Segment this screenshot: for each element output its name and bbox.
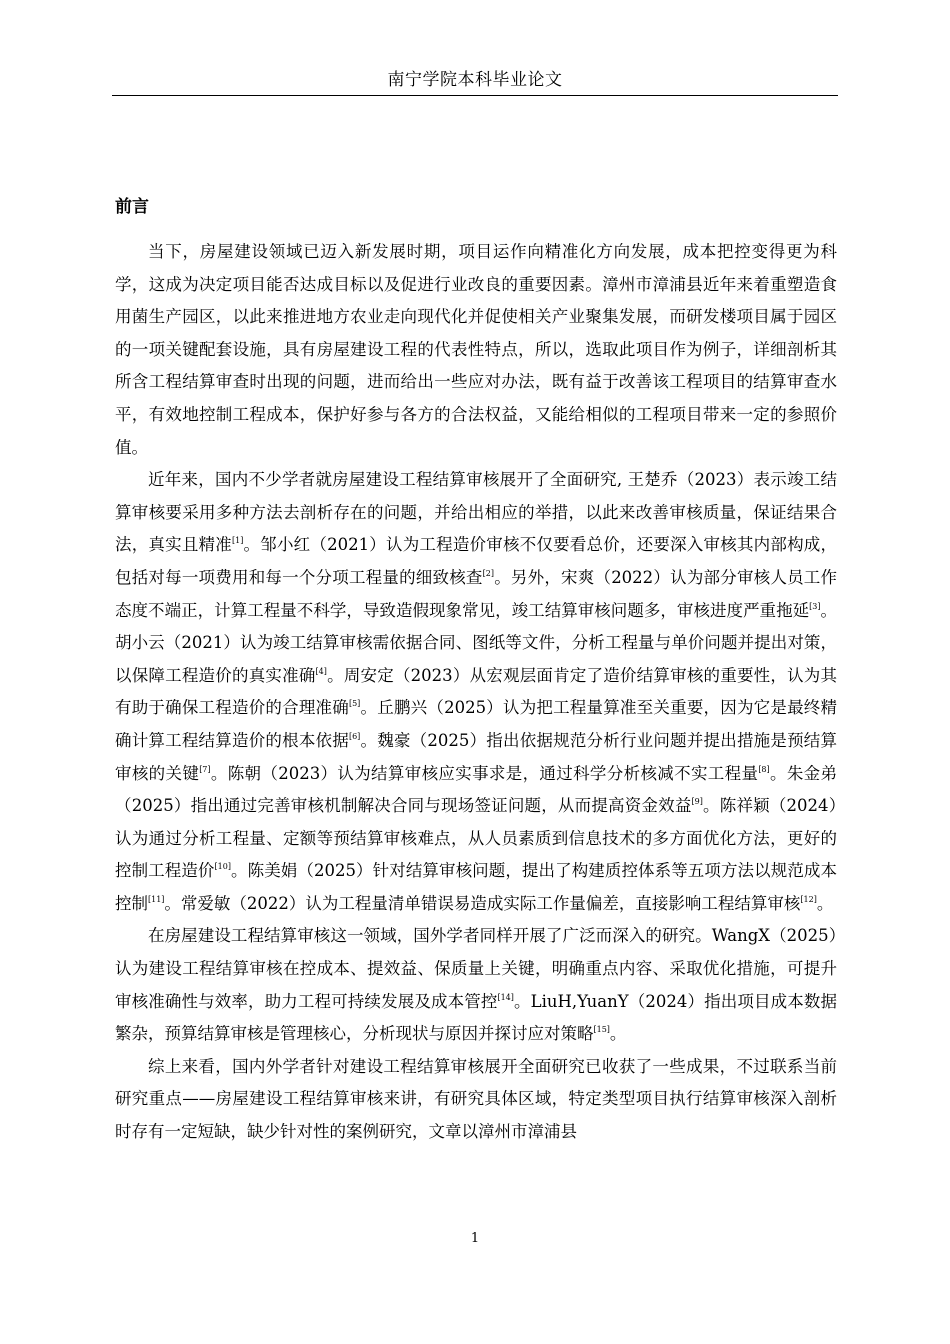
citation-ref: [6]: [348, 731, 361, 741]
paragraph-text: 。邹小红（2021）认为工程造价审核不仅要看总价，还要深入审核其内部构成，包括对每一项费用和每一个分项工程量的细致核查: [115, 535, 837, 587]
page-number: 1: [470, 1231, 480, 1246]
citation-ref: [3]: [809, 601, 821, 611]
paragraph-text: 。: [816, 893, 834, 913]
paragraph-text: 。陈祥颖（2024）认为通过分析工程量、定额等预结算审核难点，从人员素质到信息技术的多方面优化方法，更好的控制工程造价: [115, 796, 837, 881]
running-header: 南宁学院本科毕业论文: [387, 70, 563, 90]
section-title: 前言: [115, 197, 149, 217]
paragraph-text: 。朱金弟（2025）指出通过完善审核机制解决合同与现场签证问题，从而提高资金效益: [115, 763, 838, 816]
citation-ref: [15]: [593, 1025, 610, 1035]
paragraph-text: 。常爱敏（2022）认为工程量清单错误易造成实际工作量偏差，直接影响工程结算审核: [164, 893, 801, 913]
paragraph: [115, 1051, 837, 1149]
paragraph-text: 。丘鹏兴（2025）认为把工程量算准至关重要，因为它是最终精确计算工程结算造价的根本依据: [115, 698, 838, 750]
paragraph: [115, 464, 837, 920]
paragraph-text: 。陈美娟（2025）针对结算审核问题，提出了构建质控体系等五项方法以规范成本控制: [115, 861, 837, 913]
paragraph-text: 在房屋建设工程结算审核这一领域，国外学者同样开展了广泛而深入的研究。WangX（2025）认为建设工程结算审核在控成本、提效益、保质量上关键，明确重点内容、采取优化措施，可提升审核准确性与效率，助力工程可持续发展及成本管控: [115, 926, 837, 1011]
citation-ref: [1]: [231, 536, 244, 546]
paragraph-text: 。胡小云（2021）认为竣工结算审核需依据合同、图纸等文件，分析工程量与单价问题并提出对策，以保障工程造价的真实准确: [115, 600, 838, 685]
citation-ref: [8]: [758, 764, 770, 774]
citation-ref: [9]: [691, 797, 703, 807]
citation-ref: [7]: [199, 764, 211, 774]
citation-ref: [4]: [315, 666, 327, 676]
paragraph-text: 。另外，宋爽（2022）认为部分审核人员工作态度不端正，计算工程量不科学，导致造假现象常见，竣工结算审核问题多，审核进度严重拖延: [115, 567, 838, 620]
header-rule: [112, 95, 838, 96]
paragraph-text: 当下，房屋建设领域已迈入新发展时期，项目运作向精准化方向发展，成本把控变得更为科学，这成为决定项目能否达成目标以及促进行业改良的重要因素。漳州市漳浦县近年来着重塑造食用菌生产园区，以此来推进地方农业走向现代化并促使相关产业聚集发展，而研发楼项目属于园区的一项关键配套设施，具有房屋建设工程的代表性特点，所以，选取此项目作为例子，详细剖析其所含工程结算审查时出现的问题，进而给出一些应对办法，既有益于改善该工程项目的结算审查水平，有效地控制工程成本，保护好参与各方的合法权益，又能给相似的工程项目带来一定的参照价值。: [115, 242, 837, 457]
paragraph: [115, 920, 837, 1050]
citation-ref: [10]: [214, 862, 231, 872]
citation-ref: [12]: [800, 894, 817, 904]
citation-ref: [2]: [482, 568, 494, 578]
paragraph-text: 综上来看，国内外学者针对建设工程结算审核展开全面研究已收获了一些成果，不过联系当前研究重点——房屋建设工程结算审核来讲，有研究具体区域，特定类型项目执行结算审核深入剖析时存有一定短缺，缺少针对性的案例研究，文章以漳州市漳浦县: [115, 1056, 837, 1142]
paragraph-text: 。陈朝（2023）认为结算审核应实事求是，通过科学分析核减不实工程量: [210, 763, 759, 783]
paragraph-text: 。周安定（2023）从宏观层面肯定了造价结算审核的重要性，认为其有助于确保工程造价的合理准确: [115, 665, 838, 718]
paragraph-text: 。魏豪（2025）指出依据规范分析行业问题并提出措施是预结算审核的关键: [115, 730, 838, 783]
paragraph-text: 。: [609, 1024, 627, 1044]
body-text: [115, 236, 837, 1149]
paragraph-text: 近年来，国内不少学者就房屋建设工程结算审核展开了全面研究, 王楚乔（2023）表示竣工结算审核要采用多种方法去剖析存在的问题，并给出相应的举措，以此来改善审核质量，保证结果合法，真实且精准: [115, 470, 837, 555]
citation-ref: [5]: [348, 699, 361, 709]
citation-ref: [14]: [497, 992, 514, 1002]
paragraph-text: 。LiuH,YuanY（2024）指出项目成本数据繁杂，预算结算审核是管理核心，分析现状与原因并探讨应对策略: [115, 991, 837, 1044]
paragraph: [115, 236, 837, 464]
citation-ref: [11]: [148, 894, 165, 904]
